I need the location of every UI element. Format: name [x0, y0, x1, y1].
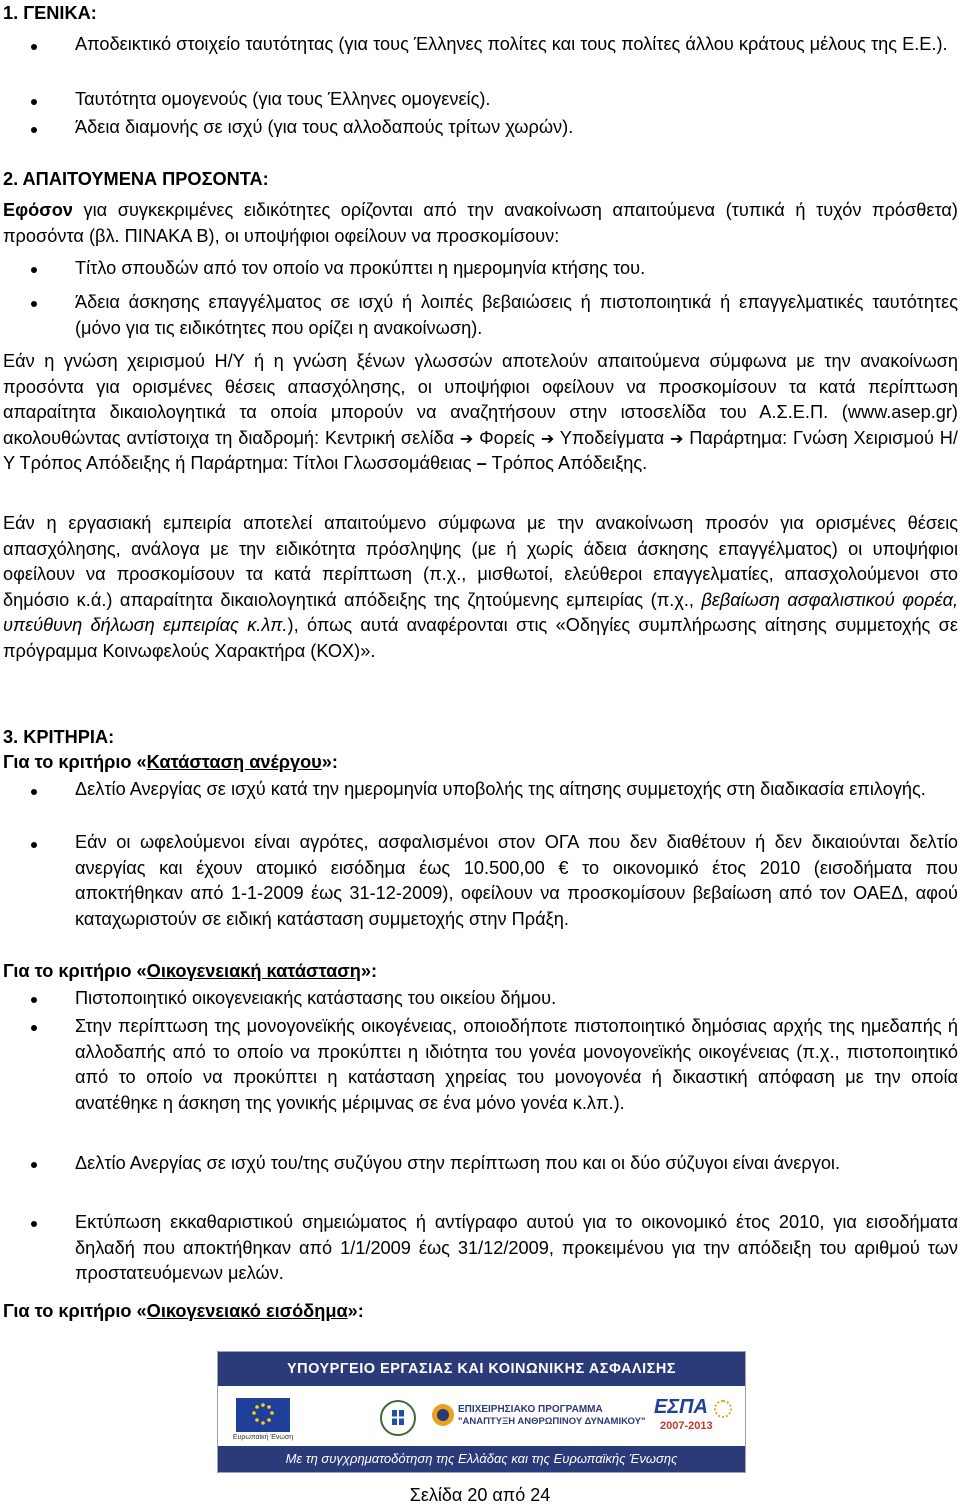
section-2-title: 2. ΑΠΑΙΤΟΥΜΕΝΑ ΠΡΟΣΟΝΤΑ:: [3, 169, 269, 189]
criterion-suffix: »:: [360, 961, 378, 981]
criterion-name: Κατάσταση ανέργου: [146, 752, 322, 772]
criterion-family-status-title: [3, 959, 958, 985]
bullet-dot: [31, 1025, 37, 1031]
s2-item-1: Τίτλο σπουδών από τον οποίο να προκύπτει η ημερομηνία κτήσης του.: [75, 258, 646, 278]
espa-logo: [650, 1396, 732, 1440]
bullet-dot: [31, 1221, 37, 1227]
bullet-dot: [31, 842, 37, 848]
eu-caption: Ευρωπαϊκή Ένωση: [232, 1434, 294, 1441]
c2-item-2: Στην περίπτωση της μονογονεϊκής οικογένειας, οποιοδήποτε πιστοποιητικό δημόσιας αρχής της ημεδαπής ή αλλοδαπής από το οποίο να προκύπτει η ιδιότητα του γονέα μονογονεϊκής οικογένειας (π.χ., πιστοποιητικό από το οποίο να προκύπτει η κατάσταση χηρείας του μονογονέα ή δικαστική απόφαση με την οποία ανατέθηκε η άσκηση της γονικής μέριμνας σε ένα μόνο γονέα κ.λπ.).: [75, 1016, 958, 1113]
s2-experience-paragraph: [3, 511, 958, 665]
criterion-prefix: Για το κριτήριο «: [3, 752, 147, 772]
banner-ministry-title: ΥΠΟΥΡΓΕΙΟ ΕΡΓΑΣΙΑΣ ΚΑΙ ΚΟΙΝΩΝΙΚΗΣ ΑΣΦΑΛΙΣΗΣ: [218, 1352, 745, 1386]
espa-stars-icon: [714, 1400, 732, 1418]
criterion-prefix: Για το κριτήριο «: [3, 961, 147, 981]
s2-it-dash: –: [476, 453, 487, 474]
c1-item-1: Δελτίο Ανεργίας σε ισχύ κατά την ημερομηνία υποβολής της αίτησης συμμετοχής στη διαδικασία επιλογής.: [75, 779, 926, 799]
bullet-dot: [31, 99, 37, 105]
arrow-right-icon: ➔: [540, 428, 555, 448]
bullet-dot: [31, 127, 37, 133]
section-3-title: 3. ΚΡΙΤΗΡΙΑ:: [3, 727, 115, 747]
section-1-title: 1. ΓΕΝΙΚΑ:: [3, 3, 97, 23]
s1-item-2: Ταυτότητα ομογενούς (για τους Έλληνες ομογενείς).: [75, 89, 491, 109]
program-logo-icon: [430, 1402, 456, 1428]
criterion-prefix: Για το κριτήριο «: [3, 1301, 147, 1321]
bullet-dot: [31, 301, 37, 307]
criterion-name: Οικογενειακή κατάσταση: [146, 961, 361, 981]
s2-exp-text-b: ), όπως αυτά αναφέρονται στις «Οδηγίες συμπλήρωσης αίτησης συμμετοχής σε πρόγραμμα Κοινωφελούς Χαρακτήρα (ΚΟΧ)».: [3, 615, 958, 661]
c2-item-3: Δελτίο Ανεργίας σε ισχύ του/της συζύγου στην περίπτωση που και οι δύο σύζυγοι είναι άνεργοι.: [75, 1153, 841, 1173]
criterion-unemployed-title: [3, 750, 958, 776]
program-title-line2: "ΑΝΑΠΤΥΞΗ ΑΝΘΡΩΠΙΝΟΥ ΔΥΝΑΜΙΚΟΥ": [458, 1416, 646, 1427]
s2-it-text-e: Τρόπος Απόδειξης.: [491, 453, 648, 474]
criterion-suffix: »:: [321, 752, 338, 772]
s2-intro: [3, 198, 958, 249]
c2-item-1: Πιστοποιητικό οικογενειακής κατάστασης του οικείου δήμου.: [75, 988, 557, 1008]
c2-item-4: Εκτύπωση εκκαθαριστικού σημειώματος ή αντίγραφο αυτού για το οικονομικό έτος 2010, για εισοδήματα δηλαδή που αποκτήθηκαν από 1/1/2009 έως 31/12/2009, προκειμένου για την απόδειξη του αριθμού των προστατευόμενων μελών.: [75, 1212, 958, 1284]
c1-item-2: Εάν οι ωφελούμενοι είναι αγρότες, ασφαλισμένοι στον ΟΓΑ που δεν διαθέτουν ή δεν δικαιούνται δελτίο ανεργίας και έχουν ατομικό εισόδημα έως 10.500,00 € το οικονομικό έτος 2010 (εισοδήματα που αποκτήθηκαν από 1-1-2009 έως 31-12-2009), οφείλουν να προσκομίσουν βεβαίωση από τον ΟΑΕΔ, αφού καταχωριστούν σε ειδική κατάσταση συμμετοχής στην Πράξη.: [75, 832, 958, 929]
greek-emblem-icon: [378, 1396, 418, 1440]
s2-intro-bold: Εφόσον: [3, 200, 73, 220]
s2-it-text-c: Υποδείγματα: [559, 427, 665, 448]
arrow-right-icon: ➔: [459, 428, 474, 448]
bullet-dot: [31, 997, 37, 1003]
ministry-logo-banner: [217, 1351, 746, 1473]
bullet-dot: [31, 44, 37, 50]
program-title-line1: ΕΠΙΧΕΙΡΗΣΙΑΚΟ ΠΡΟΓΡΑΜΜΑ: [458, 1404, 603, 1415]
page-number: Σελίδα 20 από 24: [409, 1485, 551, 1505]
arrow-right-icon: ➔: [669, 428, 684, 448]
s2-it-text-d: Παράρτημα: Γνώση Χειρισμού Η/Υ Τρόπος Απόδειξης ή Παράρτημα: Τίτλοι Γλωσσομάθειας: [3, 427, 958, 474]
bullet-dot: [31, 267, 37, 273]
s2-it-paragraph: [3, 349, 958, 477]
s2-it-text-b: Φορείς: [479, 427, 535, 448]
bullet-dot: [31, 789, 37, 795]
eu-flag-icon: [236, 1398, 290, 1432]
criterion-name: Οικογενειακό εισόδημα: [146, 1301, 348, 1321]
s2-exp-italic: βεβαίωση ασφαλιστικού φορέα, υπεύθυνη δήλωση εμπειρίας κ.λπ.: [3, 589, 958, 636]
criterion-family-income-title: [3, 1299, 958, 1325]
s2-item-2: Άδεια άσκησης επαγγέλματος σε ισχύ ή λοιπές βεβαιώσεις ή πιστοποιητικά ή επαγγελματικές ταυτότητες (μόνο για τις ειδικότητες που ορίζει η ανακοίνωση).: [75, 292, 958, 338]
bullet-dot: [31, 1162, 37, 1168]
criterion-suffix: »:: [347, 1301, 364, 1321]
espa-years: 2007-2013: [660, 1420, 713, 1432]
espa-text: ΕΣΠΑ: [654, 1396, 708, 1418]
banner-cofunding-text: Με τη συγχρηματοδότηση της Ελλάδας και της Ευρωπαϊκής Ένωσης: [218, 1446, 745, 1472]
s2-intro-text: για συγκεκριμένες ειδικότητες ορίζονται από την ανακοίνωση απαιτούμενα (τυπικά ή τυχόν πρόσθετα) προσόντα (βλ. ΠΙΝΑΚΑ Β), οι υποψήφιοι οφείλουν να προσκομίσουν:: [3, 200, 958, 246]
s1-item-3: Άδεια διαμονής σε ισχύ (για τους αλλοδαπούς τρίτων χωρών).: [75, 117, 574, 137]
s1-item-1: Αποδεικτικό στοιχείο ταυτότητας (για τους Έλληνες πολίτες και τους πολίτες άλλου κράτους μέλους της Ε.Ε.).: [75, 34, 948, 54]
s2-it-text-a: Εάν η γνώση χειρισμού Η/Υ ή η γνώση ξένων γλωσσών αποτελούν απαιτούμενα σύμφωνα με την ανακοίνωση προσόντα για ορισμένες θέσεις απασχόλησης, οι υποψήφιοι οφείλουν να προσκομίσουν τα κατά περίπτωση απαραίτητα δικαιολογητικά τα οποία μπορούν να αναζητήσουν στην ιστοσελίδα του Α.Σ.Ε.Π. (www.asep.gr) ακολουθώντας αντίστοιχα τη διαδρομή: Κεντρική σελίδα: [3, 351, 958, 448]
s2-exp-text-a: Εάν η εργασιακή εμπειρία αποτελεί απαιτούμενο σύμφωνα με την ανακοίνωση προσόν για ορισμένες θέσεις απασχόλησης, ανάλογα με την ειδικότητα πρόσληψης (με ή χωρίς άδεια άσκησης επαγγέλματος) οι υποψήφιοι οφείλουν να προσκομίσουν τα κατά περίπτωση (π.χ., μισθωτοί, ελεύθεροι επαγγελματίες, απασχολούμενοι στο δημόσιο κ.ά.) απαραίτητα δικαιολογητικά απόδειξης της ζητούμενης εμπειρίας (π.χ.,: [3, 513, 958, 610]
